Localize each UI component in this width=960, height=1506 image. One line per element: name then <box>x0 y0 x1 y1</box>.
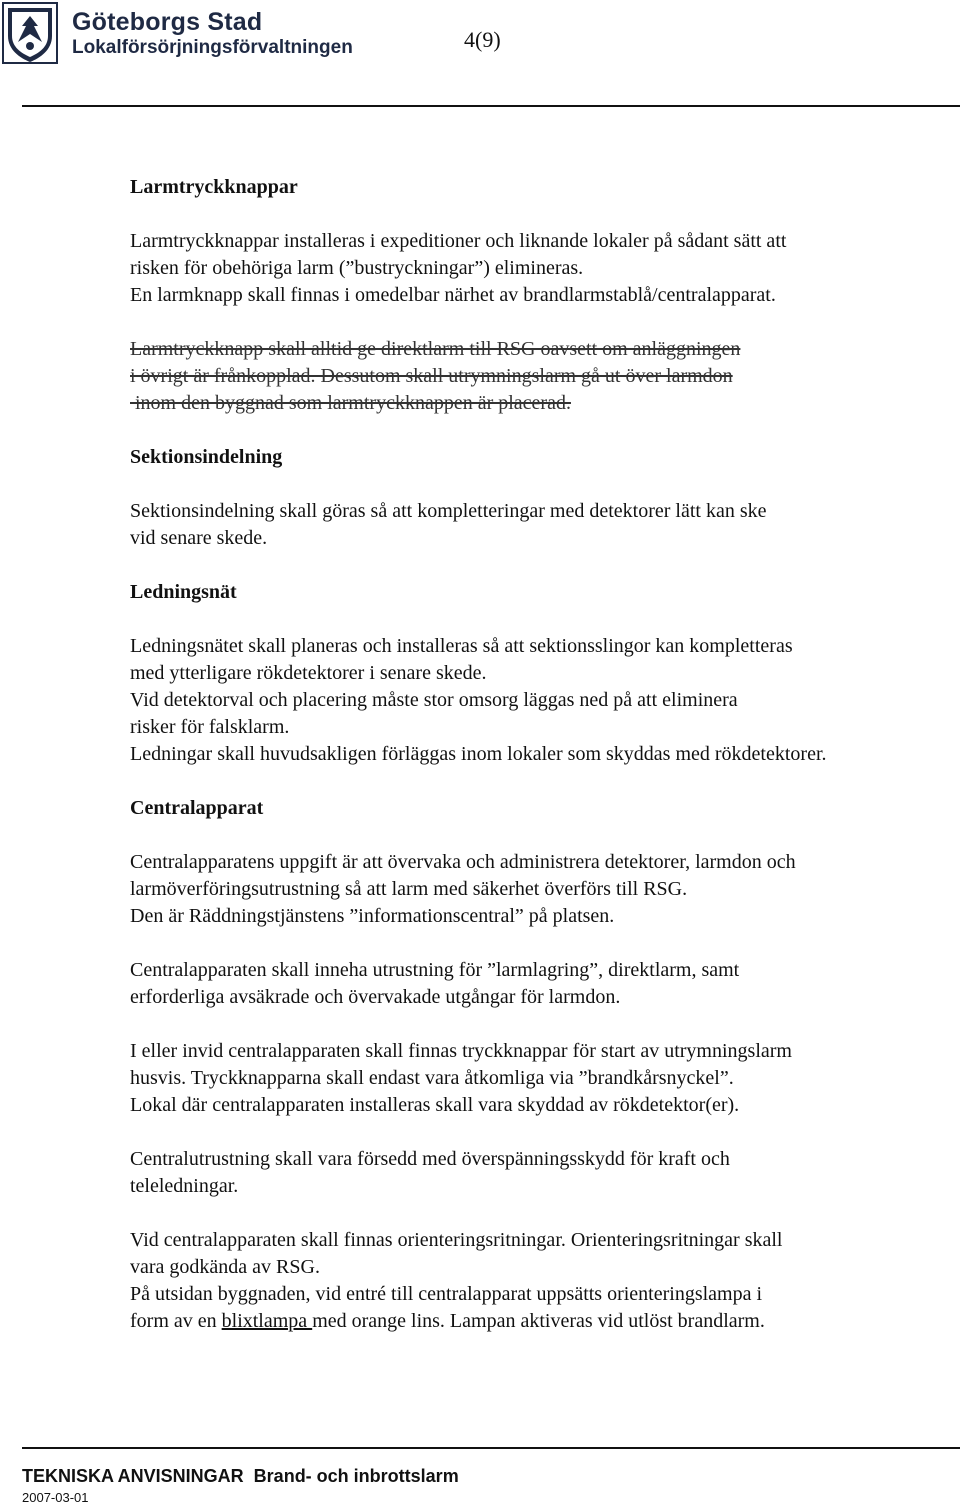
text-line: Ledningar skall huvudsakligen förläggas inom lokaler som skyddas med rökdetektorer. <box>130 743 827 765</box>
text-line: Vid centralapparaten skall finnas orienteringsritningar. Orienteringsritningar skall <box>130 1229 783 1251</box>
heading-centralapparat: Centralapparat <box>130 797 264 819</box>
text-fragment: form av en <box>130 1310 222 1332</box>
text-line: Den är Räddningstjänstens ”informationscentral” på platsen. <box>130 905 615 927</box>
text-line: husvis. Tryckknapparna skall endast vara åtkomliga via ”brandkårsnyckel”. <box>130 1067 734 1089</box>
org-department: Lokalförsörjningsförvaltningen <box>72 37 353 58</box>
text-fragment: med orange lins. Lampan aktiveras vid utlöst brandlarm. <box>312 1310 765 1332</box>
text-line: Larmtryckknappar installeras i expeditioner och liknande lokaler på sådant sätt att <box>130 230 787 252</box>
text-line: I eller invid centralapparaten skall finnas tryckknappar för start av utrymningslarm <box>130 1040 792 1062</box>
text-line: Centralutrustning skall vara försedd med överspänningsskydd för kraft och <box>130 1148 730 1170</box>
struck-text-line: Larmtryckknapp skall alltid ge direktlarm till RSG oavsett om anläggningen <box>130 338 741 360</box>
org-name: Göteborgs Stad <box>72 8 263 36</box>
text-line: med ytterligare rökdetektorer i senare skede. <box>130 662 487 684</box>
text-line: erforderliga avsäkrade och övervakade utgångar för larmdon. <box>130 986 621 1008</box>
struck-text-line: i övrigt är frånkopplad. Dessutom skall utrymningslarm gå ut över larmdon <box>130 365 733 387</box>
text-line: teleledningar. <box>130 1175 239 1197</box>
page-number: 4(9) <box>464 27 501 52</box>
goteborg-lion-crest-icon <box>2 2 58 64</box>
text-line: Centralapparatens uppgift är att övervaka och administrera detektorer, larmdon och <box>130 851 796 873</box>
header-divider <box>22 105 960 107</box>
text-line <box>130 1308 930 1335</box>
text-line: På utsidan byggnaden, vid entré till centralapparat uppsätts orienteringslampa i <box>130 1283 763 1305</box>
heading-larmtryckknappar: Larmtryckknappar <box>130 176 298 198</box>
text-line: risker för falsklarm. <box>130 716 290 738</box>
struck-text-line: inom den byggnad som larmtryckknappen är placerad. <box>130 392 571 414</box>
organization-name-block <box>72 8 353 60</box>
heading-sektionsindelning: Sektionsindelning <box>130 446 283 468</box>
text-line: risken för obehöriga larm (”bustryckningar”) elimineras. <box>130 257 584 279</box>
underlined-term-blixtlampa: blixtlampa <box>221 1310 313 1332</box>
heading-ledningsnat: Ledningsnät <box>130 581 237 603</box>
footer-title: TEKNISKA ANVISNINGAR Brand- och inbrottslarm <box>22 1466 459 1486</box>
text-line: Lokal där centralapparaten installeras skall vara skyddad av rökdetektor(er). <box>130 1094 740 1116</box>
text-line: vid senare skede. <box>130 527 268 549</box>
text-line: Ledningsnätet skall planeras och installeras så att sektionsslingor kan kompletteras <box>130 635 793 657</box>
footer-divider <box>22 1447 960 1449</box>
footer-date: 2007-03-01 <box>22 1490 89 1505</box>
text-line: En larmknapp skall finnas i omedelbar närhet av brandlarmstablå/centralapparat. <box>130 284 776 306</box>
text-line: larmöverföringsutrustning så att larm med säkerhet överförs till RSG. <box>130 878 688 900</box>
text-line: Centralapparaten skall inneha utrustning för ”larmlagring”, direktlarm, samt <box>130 959 740 981</box>
document-body <box>130 172 930 1335</box>
text-line: vara godkända av RSG. <box>130 1256 320 1278</box>
text-line: Vid detektorval och placering måste stor omsorg läggas ned på att eliminera <box>130 689 738 711</box>
text-line: Sektionsindelning skall göras så att kompletteringar med detektorer lätt kan ske <box>130 500 767 522</box>
